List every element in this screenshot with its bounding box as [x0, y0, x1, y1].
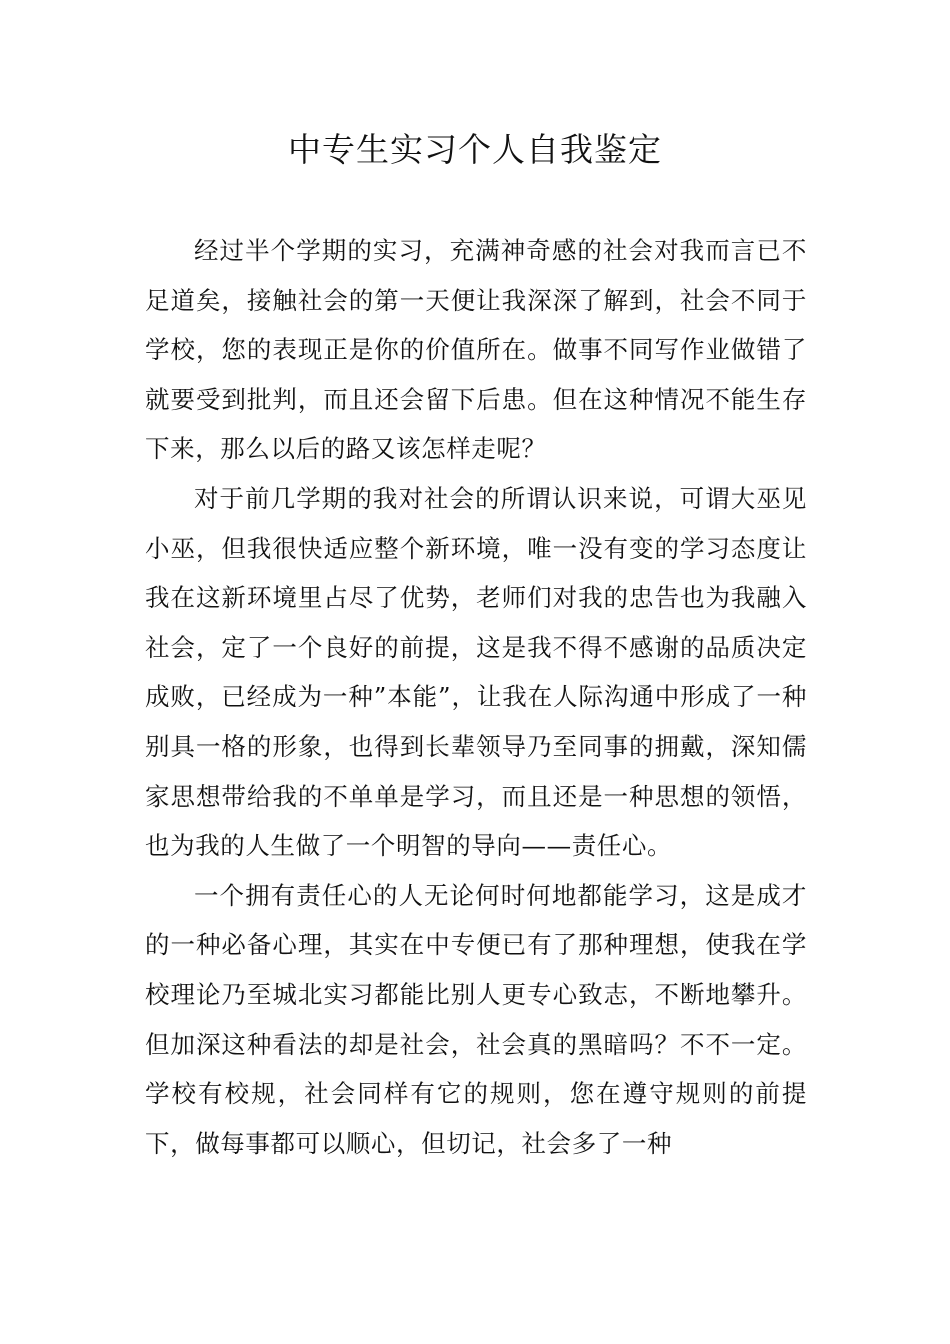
paragraph-2: 对于前几学期的我对社会的所谓认识来说，可谓大巫见小巫，但我很快适应整个新环境，唯一没有变的学习态度让我在这新环境里占尽了优势，老师们对我的忠告也为我融入社会，定了一个良好的前提，这是我不得不感谢的品质决定成败，已经成为一种”本能”，让我在人际沟通中形成了一种别具一格的形象，也得到长辈领导乃至同事的拥戴，深知儒家思想带给我的不单单是学习，而且还是一种思想的领悟，也为我的人生做了一个明智的导向——责任心。 [145, 483, 807, 861]
document-title: 中专生实习个人自我鉴定 [288, 130, 662, 169]
paragraph-3: 一个拥有责任心的人无论何时何地都能学习，这是成才的一种必备心理，其实在中专便已有了那种理想，使我在学校理论乃至城北实习都能比别人更专心致志，不断地攀升。但加深这种看法的却是社会，社会真的黑暗吗？不不一定。学校有校规，社会同样有它的规则，您在遵守规则的前提下，做每事都可以顺心，但切记，社会多了一种 [145, 880, 807, 1158]
paragraph-1: 经过半个学期的实习，充满神奇感的社会对我而言已不足道矣，接触社会的第一天便让我深深了解到，社会不同于学校，您的表现正是你的价值所在。做事不同写作业做错了就要受到批判，而且还会留下后患。但在这种情况不能生存下来，那么以后的路又该怎样走呢？ [145, 236, 807, 464]
document-body [145, 226, 807, 1168]
